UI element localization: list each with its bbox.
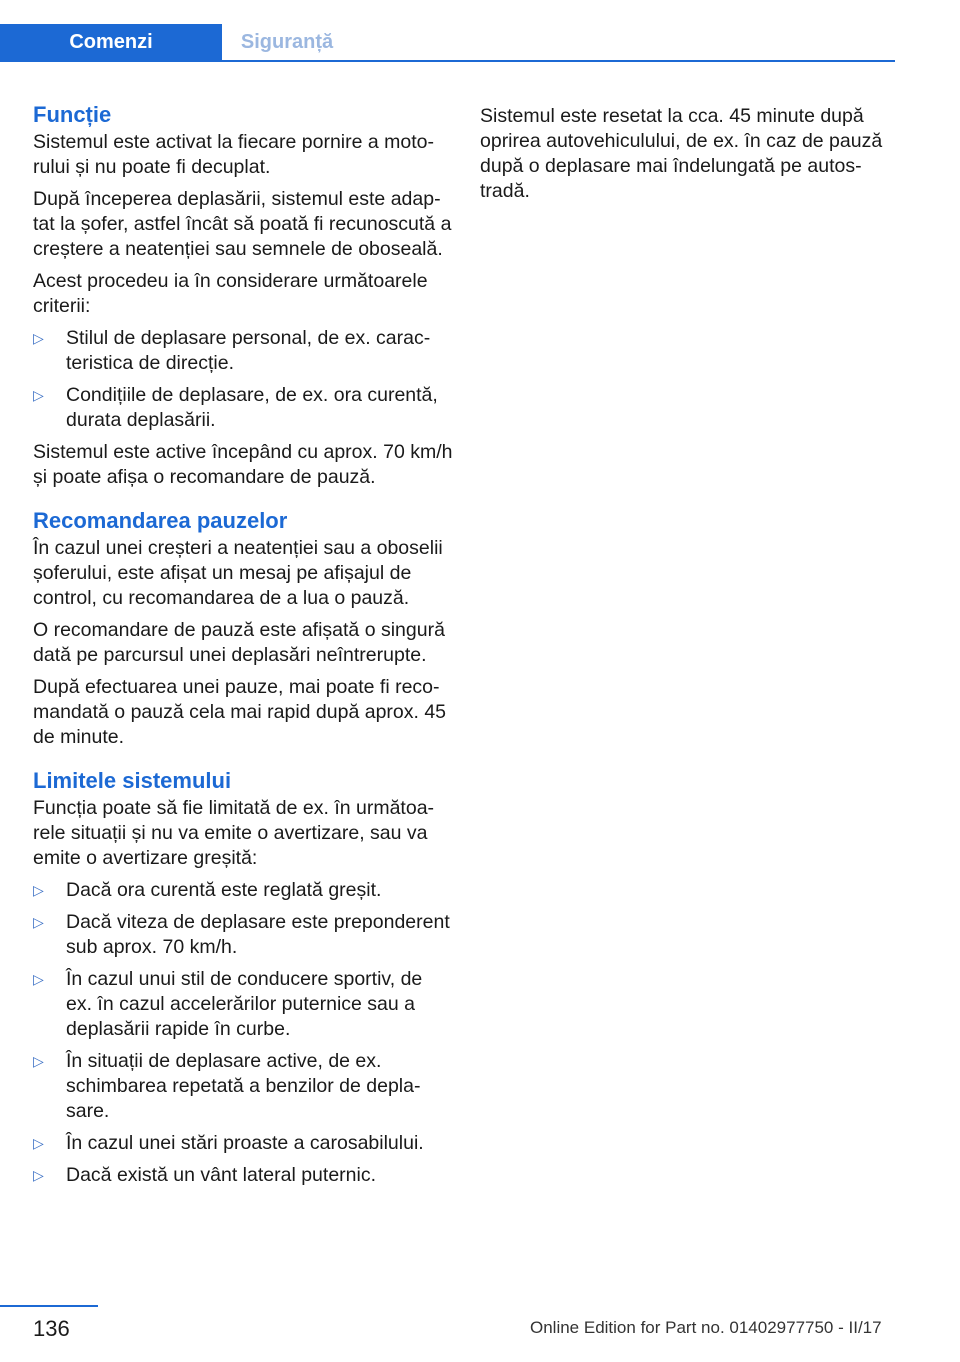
criteria-list — [33, 326, 453, 433]
paragraph: În cazul unei creșteri a neatenției sau a oboselii șoferului, este afișat un mesaj pe afișajul de control, cu recomandarea de a lua o pauză. — [33, 537, 443, 609]
tab-comenzi[interactable]: Comenzi — [0, 24, 222, 60]
list-item: ▷ În situații de deplasare active, de ex. schimbarea repetată a benzilor de deplasare. — [33, 1050, 421, 1122]
paragraph: Sistemul este active începând cu aprox. 70 km/h și poate afișa o recomandare de pauză. — [33, 441, 453, 488]
list-item: ▷ În cazul unei stări proaste a carosabilului. — [33, 1132, 424, 1154]
paragraph: După efectuarea unei pauze, mai poate fi recomandată o pauză cela mai rapid după aprox. 45 de minute. — [33, 676, 447, 748]
list-item: ▷ Dacă viteza de deplasare este preponderent sub aprox. 70 km/h. — [33, 911, 450, 958]
paragraph: După începerea deplasării, sistemul este adaptat la șofer, astfel încât să poată fi recunoscută a creștere a neatenției sau semnele de oboseală. — [33, 188, 452, 260]
heading-recomandarea-pauzelor: Recomandarea pauzelor — [33, 508, 288, 533]
heading-functie: Funcție — [33, 102, 112, 127]
header-rule — [0, 60, 895, 62]
page-number: 136 — [33, 1316, 70, 1341]
triangle-right-icon: ▷ — [33, 330, 44, 346]
footer-rule — [0, 1305, 98, 1307]
triangle-right-icon: ▷ — [33, 387, 44, 403]
list-item: ▷ Dacă ora curentă este reglată greșit. — [33, 879, 382, 901]
paragraph: Sistemul este activat la fiecare pornire a motorului și nu poate fi decuplat. — [33, 131, 435, 178]
list-item: ▷ În cazul unui stil de conducere sportiv, de ex. în cazul accelerărilor puternice sau a deplasării rapide în curbe. — [33, 968, 423, 1040]
edition-note: Online Edition for Part no. 01402977750 - II/17 — [530, 1318, 882, 1337]
heading-limitele-sistemului: Limitele sistemului — [33, 768, 232, 793]
tab-siguranta[interactable]: Siguranță — [222, 24, 352, 60]
paragraph: Funcția poate să fie limitată de ex. în următoarele situații și nu va emite o avertizare, sau va emite o avertizare greșită: — [33, 797, 435, 869]
limitations-list — [33, 878, 453, 1188]
triangle-right-icon: ▷ — [33, 1135, 44, 1151]
triangle-right-icon: ▷ — [33, 914, 44, 930]
paragraph: O recomandare de pauză este afișată o singură dată pe parcursul unei deplasări neîntrerupte. — [33, 619, 445, 666]
left-column — [33, 100, 453, 1195]
triangle-right-icon: ▷ — [33, 971, 44, 987]
paragraph: Acest procedeu ia în considerare următoarele criterii: — [33, 270, 428, 317]
list-item: ▷ Dacă există un vânt lateral puternic. — [33, 1164, 377, 1186]
triangle-right-icon: ▷ — [33, 882, 44, 898]
paragraph: Sistemul este resetat la cca. 45 minute după oprirea autovehiculului, de ex. în caz de pauză după o deplasare mai îndelungată pe autostradă. — [480, 105, 883, 202]
list-item: ▷ Condițiile de deplasare, de ex. ora curentă, durata deplasării. — [33, 384, 438, 431]
list-item: ▷ Stilul de deplasare personal, de ex. caracteristica de direcție. — [33, 327, 431, 374]
triangle-right-icon: ▷ — [33, 1167, 44, 1183]
right-column — [480, 104, 900, 211]
triangle-right-icon: ▷ — [33, 1053, 44, 1069]
